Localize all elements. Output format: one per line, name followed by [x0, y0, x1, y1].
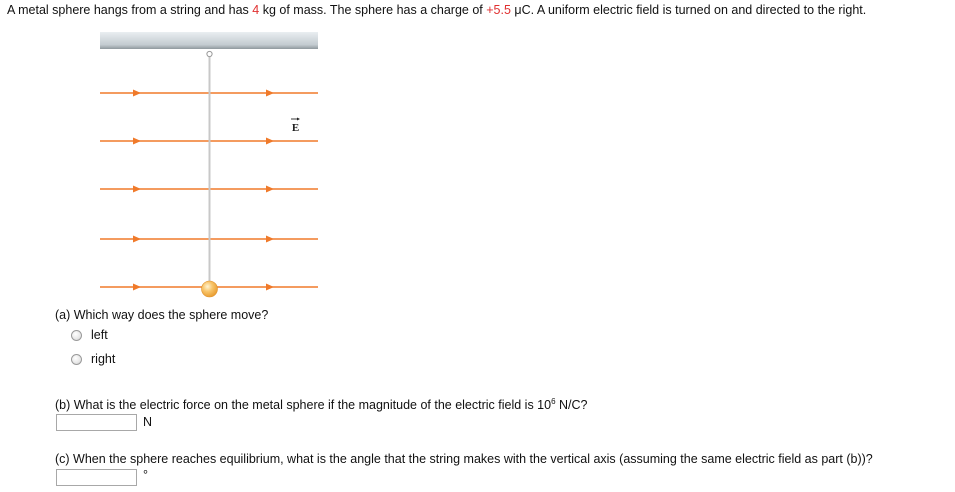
option-left[interactable] [71, 328, 108, 342]
arrowhead [133, 90, 141, 97]
electric-field-diagram [100, 32, 320, 307]
arrowhead [133, 138, 141, 145]
force-unit: N [143, 415, 153, 429]
diagram-svg [100, 32, 320, 304]
arrowhead [133, 236, 141, 243]
option-left-label: left [91, 328, 108, 342]
question-b-text [55, 398, 587, 412]
intro-text-1: A metal sphere hangs from a string and has [7, 3, 253, 17]
arrowhead [266, 284, 274, 291]
field-vector-label: E [291, 122, 300, 134]
question-a-text: (a) Which way does the sphere move? [55, 308, 269, 322]
intro-text-2: kg of mass. The sphere has a charge of [259, 3, 487, 17]
arrowhead [266, 138, 274, 145]
angle-input[interactable] [56, 469, 137, 486]
arrowhead [266, 186, 274, 193]
force-input[interactable] [56, 414, 137, 431]
charge-value: +5.5 [486, 3, 511, 17]
arrowhead [133, 284, 141, 291]
option-right[interactable] [71, 352, 115, 366]
radio-left[interactable] [71, 330, 82, 341]
question-c-text: (c) When the sphere reaches equilibrium, what is the angle that the string makes with the vertical axis (assuming the same electric field as part (b))? [55, 452, 873, 466]
question-b-text-main: (b) What is the electric force on the metal sphere if the magnitude of the electric field is 10 [55, 398, 552, 412]
mass-value: 4 [252, 3, 260, 17]
arrowhead [266, 236, 274, 243]
arrowhead [266, 90, 274, 97]
question-b-text-end: N/C? [555, 398, 588, 412]
radio-right[interactable] [71, 354, 82, 365]
angle-unit: ° [143, 468, 148, 482]
intro-text-3: μC. A uniform electric field is turned on and directed to the right. [510, 3, 867, 17]
ceiling [100, 32, 318, 49]
problem-statement [7, 3, 866, 17]
metal-sphere [202, 281, 218, 297]
exponent: 6 [551, 396, 556, 406]
vector-arrowhead-icon [297, 118, 300, 121]
option-right-label: right [91, 352, 116, 366]
arrowhead [133, 186, 141, 193]
string-hook [207, 51, 212, 56]
